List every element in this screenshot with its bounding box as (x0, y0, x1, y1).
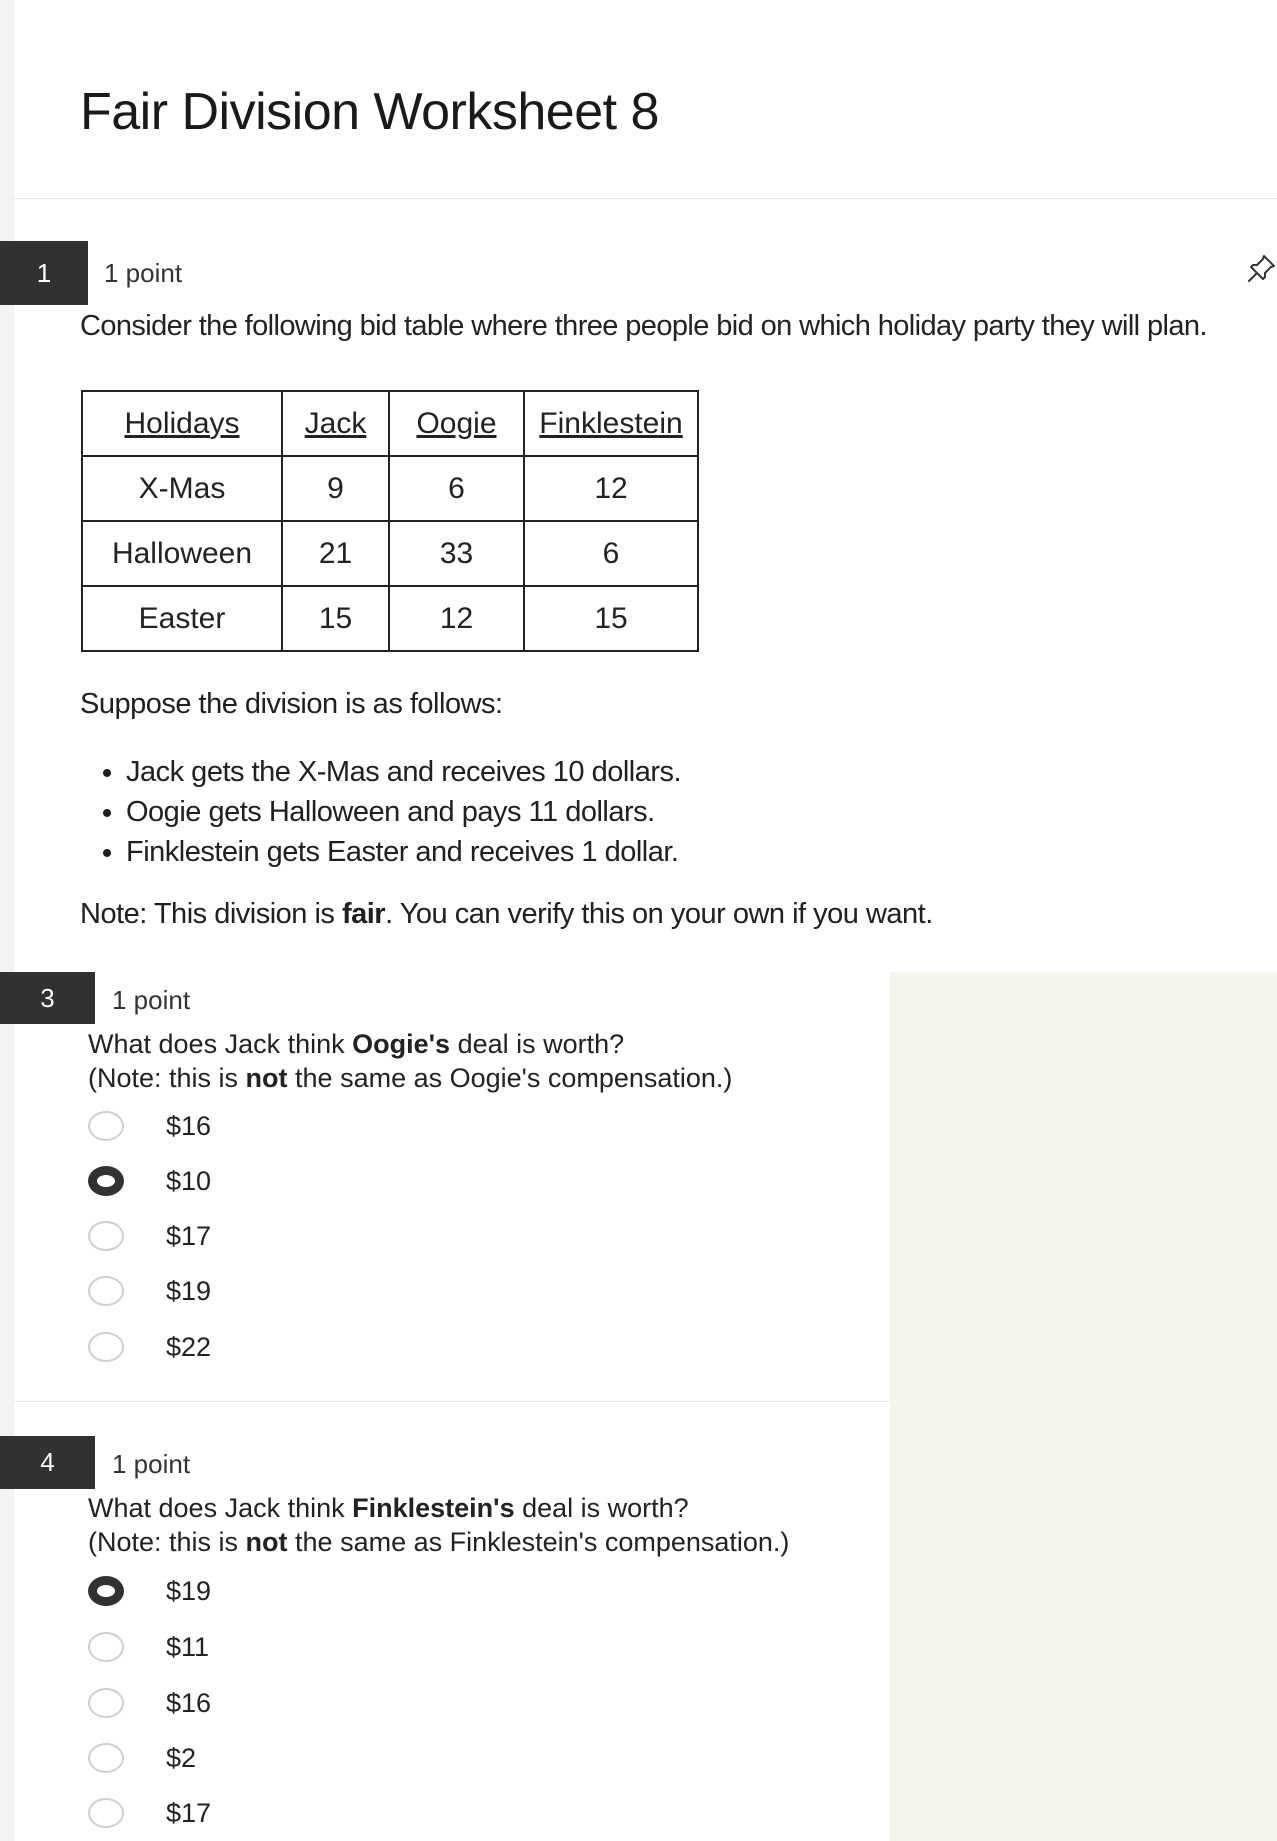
prompt-bold: not (245, 1063, 288, 1093)
answer-option[interactable] (88, 1571, 211, 1611)
answer-option[interactable] (88, 1793, 211, 1833)
question-points: 1 point (112, 1449, 191, 1479)
option-label: $10 (166, 1165, 212, 1196)
question-number-badge: 4 (0, 1436, 95, 1489)
list-item: • Oogie gets Halloween and pays 11 dollars. (126, 792, 681, 832)
table-cell: Halloween (82, 521, 282, 586)
prompt-text: What does Jack think (88, 1493, 353, 1523)
table-header-cell: Holidays (82, 391, 282, 456)
table-header-cell: Finklestein (524, 391, 698, 456)
option-label: $11 (166, 1631, 210, 1662)
option-label: $19 (166, 1275, 212, 1306)
radio-button[interactable] (88, 1111, 124, 1141)
table-header-cell: Jack (282, 391, 389, 456)
question-prompt (88, 1027, 732, 1095)
radio-button[interactable] (88, 1221, 124, 1251)
question-points: 1 point (104, 258, 183, 288)
radio-button[interactable] (88, 1632, 124, 1662)
prompt-text: the same as Finklestein's compensation.) (287, 1527, 790, 1557)
answer-option[interactable] (88, 1683, 211, 1723)
question-number-badge: 1 (0, 241, 88, 305)
prompt-bold: not (245, 1527, 288, 1557)
table-cell: 6 (389, 456, 524, 521)
table-cell: 6 (524, 521, 698, 586)
question-divider (14, 1401, 890, 1402)
radio-button[interactable] (88, 1743, 124, 1773)
pin-icon[interactable] (1246, 252, 1277, 284)
radio-button[interactable] (88, 1798, 124, 1828)
radio-button[interactable] (88, 1332, 124, 1362)
question-prompt (88, 1491, 789, 1559)
answer-option[interactable] (88, 1627, 209, 1667)
note-text: . You can verify this on your own if you want. (385, 898, 933, 930)
note-bold: fair (341, 898, 386, 930)
table-cell: 9 (282, 456, 389, 521)
option-label: $16 (166, 1687, 212, 1718)
prompt-text: deal is worth? (450, 1029, 625, 1059)
option-label: $17 (166, 1797, 212, 1828)
list-item: • Finklestein gets Easter and receives 1 dollar. (126, 832, 681, 872)
prompt-bold: Oogie's (352, 1029, 451, 1059)
table-cell: 33 (389, 521, 524, 586)
side-panel (890, 972, 1277, 1841)
option-label: $17 (166, 1220, 212, 1251)
question-prompt: Consider the following bid table where three people bid on which holiday party they will plan. (80, 310, 1207, 342)
page-title: Fair Division Worksheet 8 (80, 83, 659, 141)
radio-button-selected[interactable] (88, 1166, 124, 1196)
fair-note (80, 898, 933, 931)
division-lead: Suppose the division is as follows: (80, 688, 503, 720)
answer-option[interactable] (88, 1216, 211, 1256)
list-item: • Jack gets the X-Mas and receives 10 dollars. (126, 752, 681, 792)
table-cell: 15 (282, 586, 389, 651)
answer-option[interactable] (88, 1738, 196, 1778)
note-text: Note: This division is (80, 898, 342, 930)
option-label: $19 (166, 1575, 212, 1606)
option-label: $2 (166, 1742, 197, 1773)
table-cell: 21 (282, 521, 389, 586)
prompt-text: (Note: this is (88, 1527, 246, 1557)
answer-option[interactable] (88, 1106, 211, 1146)
title-divider (14, 198, 1277, 199)
prompt-bold: Finklestein's (352, 1493, 515, 1523)
radio-button[interactable] (88, 1276, 124, 1306)
answer-option[interactable] (88, 1327, 211, 1367)
table-row (82, 456, 698, 521)
option-label: $16 (166, 1110, 212, 1141)
table-row (82, 521, 698, 586)
radio-button-selected[interactable] (88, 1576, 124, 1606)
prompt-text: deal is worth? (514, 1493, 689, 1523)
table-cell: 15 (524, 586, 698, 651)
bid-table (81, 390, 699, 652)
question-points: 1 point (112, 985, 191, 1015)
table-cell: X-Mas (82, 456, 282, 521)
table-cell: Easter (82, 586, 282, 651)
table-header-cell: Oogie (389, 391, 524, 456)
table-cell: 12 (524, 456, 698, 521)
table-cell: 12 (389, 586, 524, 651)
division-list (90, 752, 681, 872)
prompt-text: (Note: this is (88, 1063, 246, 1093)
prompt-text: the same as Oogie's compensation.) (287, 1063, 733, 1093)
answer-option[interactable] (88, 1271, 211, 1311)
option-label: $22 (166, 1331, 212, 1362)
answer-option[interactable] (88, 1161, 211, 1201)
question-number-badge: 3 (0, 972, 95, 1024)
table-header-row (82, 391, 698, 456)
table-row (82, 586, 698, 651)
radio-button[interactable] (88, 1688, 124, 1718)
prompt-text: What does Jack think (88, 1029, 353, 1059)
